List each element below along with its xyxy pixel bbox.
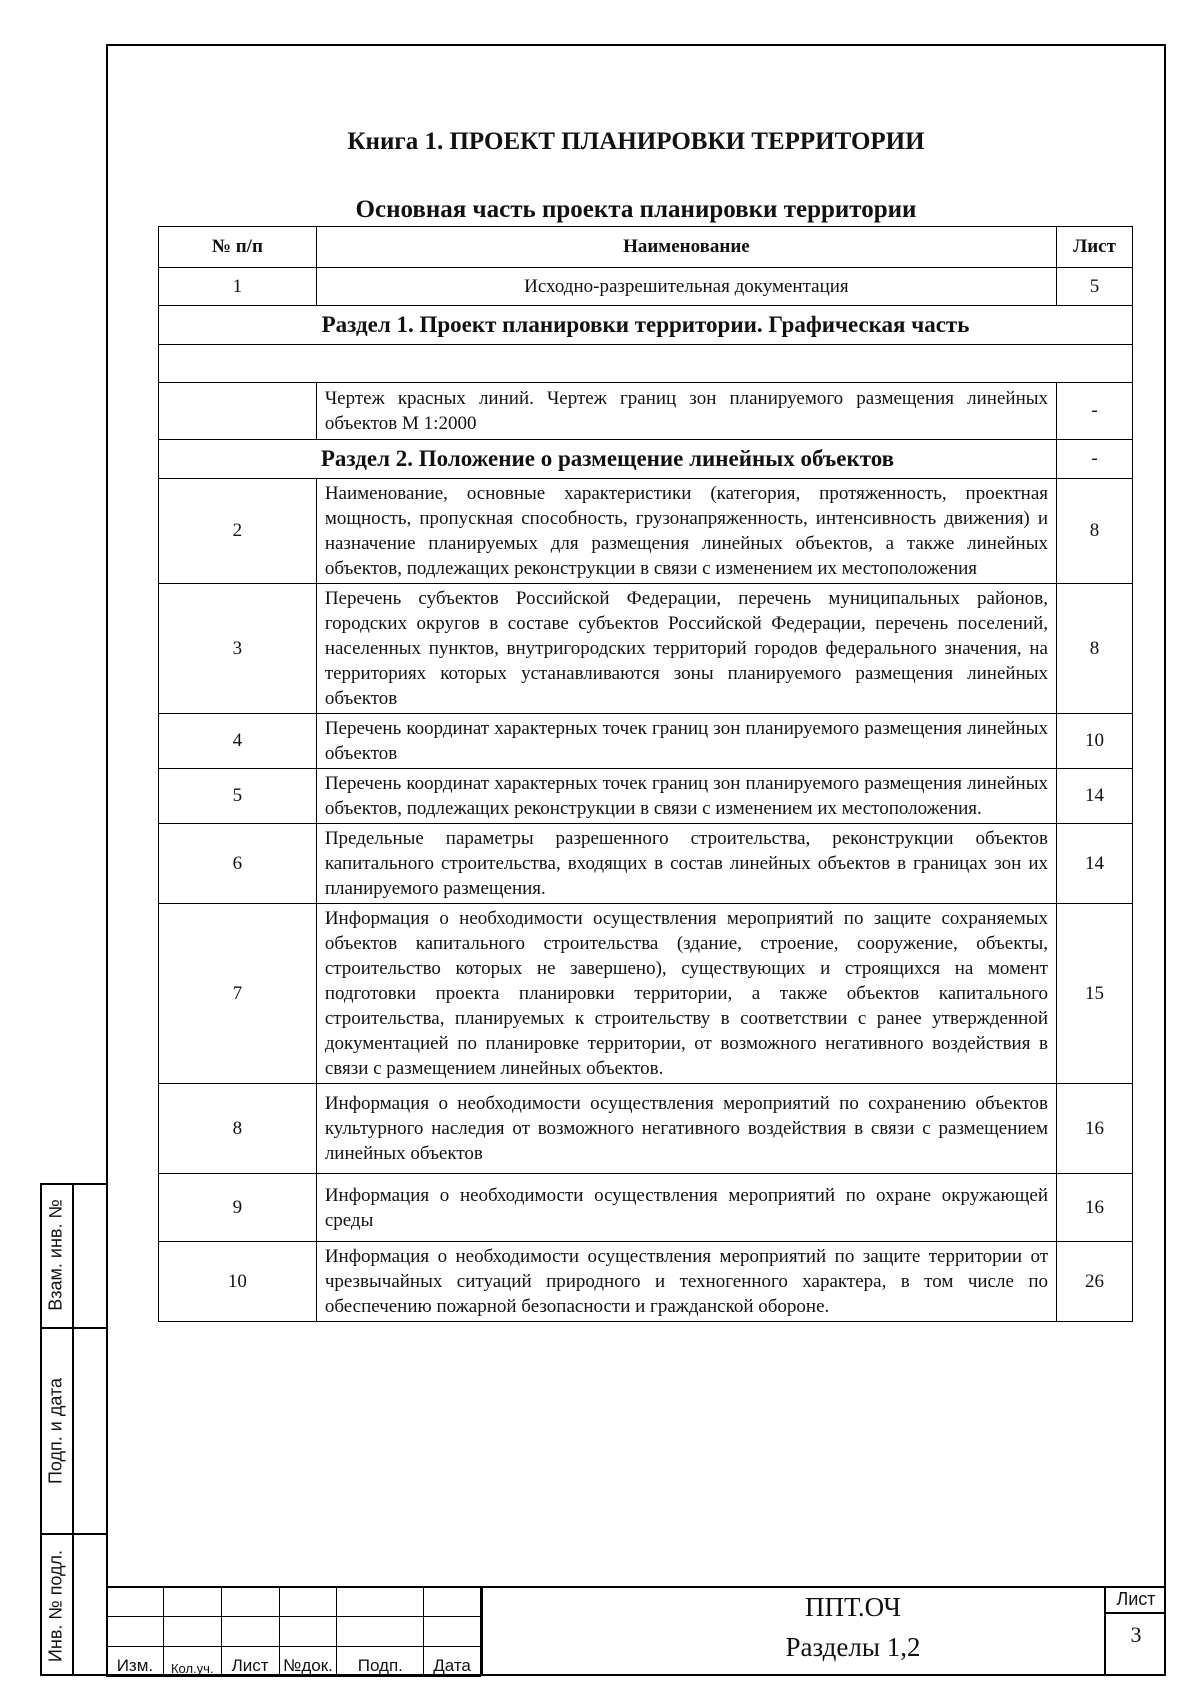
side-inv [40,1535,72,1676]
row-num: 7 [159,904,317,1084]
row-sheet: - [1057,440,1133,479]
stamp-col-data: Дата [424,1647,481,1677]
row-num: 5 [159,769,317,824]
table-row [159,383,1133,440]
table-row [159,1242,1133,1322]
row-num: 10 [159,1242,317,1322]
row-sheet: 5 [1057,268,1133,306]
row-sheet: 14 [1057,824,1133,904]
stamp-sheet-label: Лист [1106,1586,1166,1614]
row-name: Исходно-разрешительная документация [316,268,1056,306]
row-name: Информация о необходимости осуществления мероприятий по защите сохраняемых объектов капитального строительства (здание, строение, сооружение, объекты, строительство которых не завершено), существующих и строящихся на момент подготовки проекта планировки территории, а также объектов капитального строительства, планируемых к строительству в соответствии с ранее утвержденной документацией по планировке территории, от возможного негативного воздействия в связи с размещением линейных объектов. [316,904,1056,1084]
row-name: Перечень координат характерных точек границ зон планируемого размещения линейных объектов [316,714,1056,769]
header-num: № п/п [159,227,317,268]
row-sheet: - [1057,383,1133,440]
stamp-col-list: Лист [221,1647,279,1677]
table-row [159,904,1133,1084]
row-name: Информация о необходимости осуществления мероприятий по охране окружающей среды [316,1174,1056,1242]
row-num: 9 [159,1174,317,1242]
row-name: Информация о необходимости осуществления мероприятий по защите территории от чрезвычайных ситуаций природного и техногенного характера, в том числе по обеспечению пожарной безопасности и гражданской обороне. [316,1242,1056,1322]
stamp-col-podp: Подп. [337,1647,424,1677]
empty-row [159,345,1133,383]
side-podp [40,1329,72,1533]
section-row [159,440,1133,479]
stamp-col-izm: Изм. [107,1647,164,1677]
row-sheet: 14 [1057,769,1133,824]
main-title: Основная часть проекта планировки территории [355,196,917,223]
row-sheet: 16 [1057,1084,1133,1174]
row-num: 4 [159,714,317,769]
table-row [159,1084,1133,1174]
row-sheet: 16 [1057,1174,1133,1242]
row-name: Наименование, основные характеристики (категория, протяженность, проектная мощность, пропускная способность, грузонапряженность, интенсивность движения) и назначение планируемых для размещения линейных объектов, а также линейных объектов, подлежащих реконструкции в связи с изменением их местоположения [316,479,1056,584]
book-title: Книга 1. ПРОЕКТ ПЛАНИРОВКИ ТЕРРИТОРИИ [347,128,925,155]
table-row [159,1174,1133,1242]
row-name: Чертеж красных линий. Чертеж границ зон планируемого размещения линейных объектов М 1:2000 [316,383,1056,440]
header-name: Наименование [316,227,1056,268]
side-divider [72,1183,74,1676]
row-num: 8 [159,1084,317,1174]
section-1-title: Раздел 1. Проект планировки территории. Графическая часть [159,306,1133,345]
row-sheet: 26 [1057,1242,1133,1322]
row-name: Перечень координат характерных точек границ зон планируемого размещения линейных объектов, подлежащих реконструкции в связи с изменением их местоположения. [316,769,1056,824]
row-name: Предельные параметры разрешенного строительства, реконструкции объектов капитального строительства, входящих в состав линейных объектов в границах зон их планируемого размещения. [316,824,1056,904]
stamp-code: ППТ.ОЧ [805,1592,901,1622]
table-row [159,824,1133,904]
side-vzam-label: Взам. инв. № [45,1199,66,1311]
stamp-col-kol: Кол.уч. [163,1647,221,1677]
row-sheet: 15 [1057,904,1133,1084]
section-2-title: Раздел 2. Положение о размещение линейных объектов [159,440,1057,479]
side-podp-label: Подп. и дата [45,1377,66,1485]
row-sheet: 8 [1057,584,1133,714]
contents-table [158,226,1133,1322]
row-sheet: 10 [1057,714,1133,769]
stamp-subtitle: Разделы 1,2 [785,1632,921,1662]
table-row [159,584,1133,714]
side-vzam [40,1183,72,1327]
row-num: 2 [159,479,317,584]
row-num [159,383,317,440]
title-block [106,1586,1166,1676]
row-name: Информация о необходимости осуществления мероприятий по сохранению объектов культурного наследия от возможного негативного воздействия в связи с размещением линейных объектов [316,1084,1056,1174]
table-row [159,479,1133,584]
table-row [159,769,1133,824]
stamp-sheet-box [1104,1586,1166,1676]
header-sheet: Лист [1057,227,1133,268]
table-row [159,268,1133,306]
section-row [159,306,1133,345]
table-header-row [159,227,1133,268]
table-row [159,714,1133,769]
row-name: Перечень субъектов Российской Федерации, перечень муниципальных районов, городских округов в составе субъектов Российской Федерации, перечень поселений, населенных пунктов, внутригородских территорий городов федерального значения, на территориях которых устанавливаются зоны планируемого размещения линейных объектов [316,584,1056,714]
row-num: 3 [159,584,317,714]
row-num: 1 [159,268,317,306]
stamp-center [481,1586,1200,1676]
stamp-col-ndok: №док. [279,1647,337,1677]
empty-cell [159,345,1133,383]
stamp-sheet-num: 3 [1130,1622,1142,1647]
row-num: 6 [159,824,317,904]
stamp-grid [106,1586,481,1677]
side-inv-label: Инв. № подл. [45,1549,66,1662]
row-sheet: 8 [1057,479,1133,584]
